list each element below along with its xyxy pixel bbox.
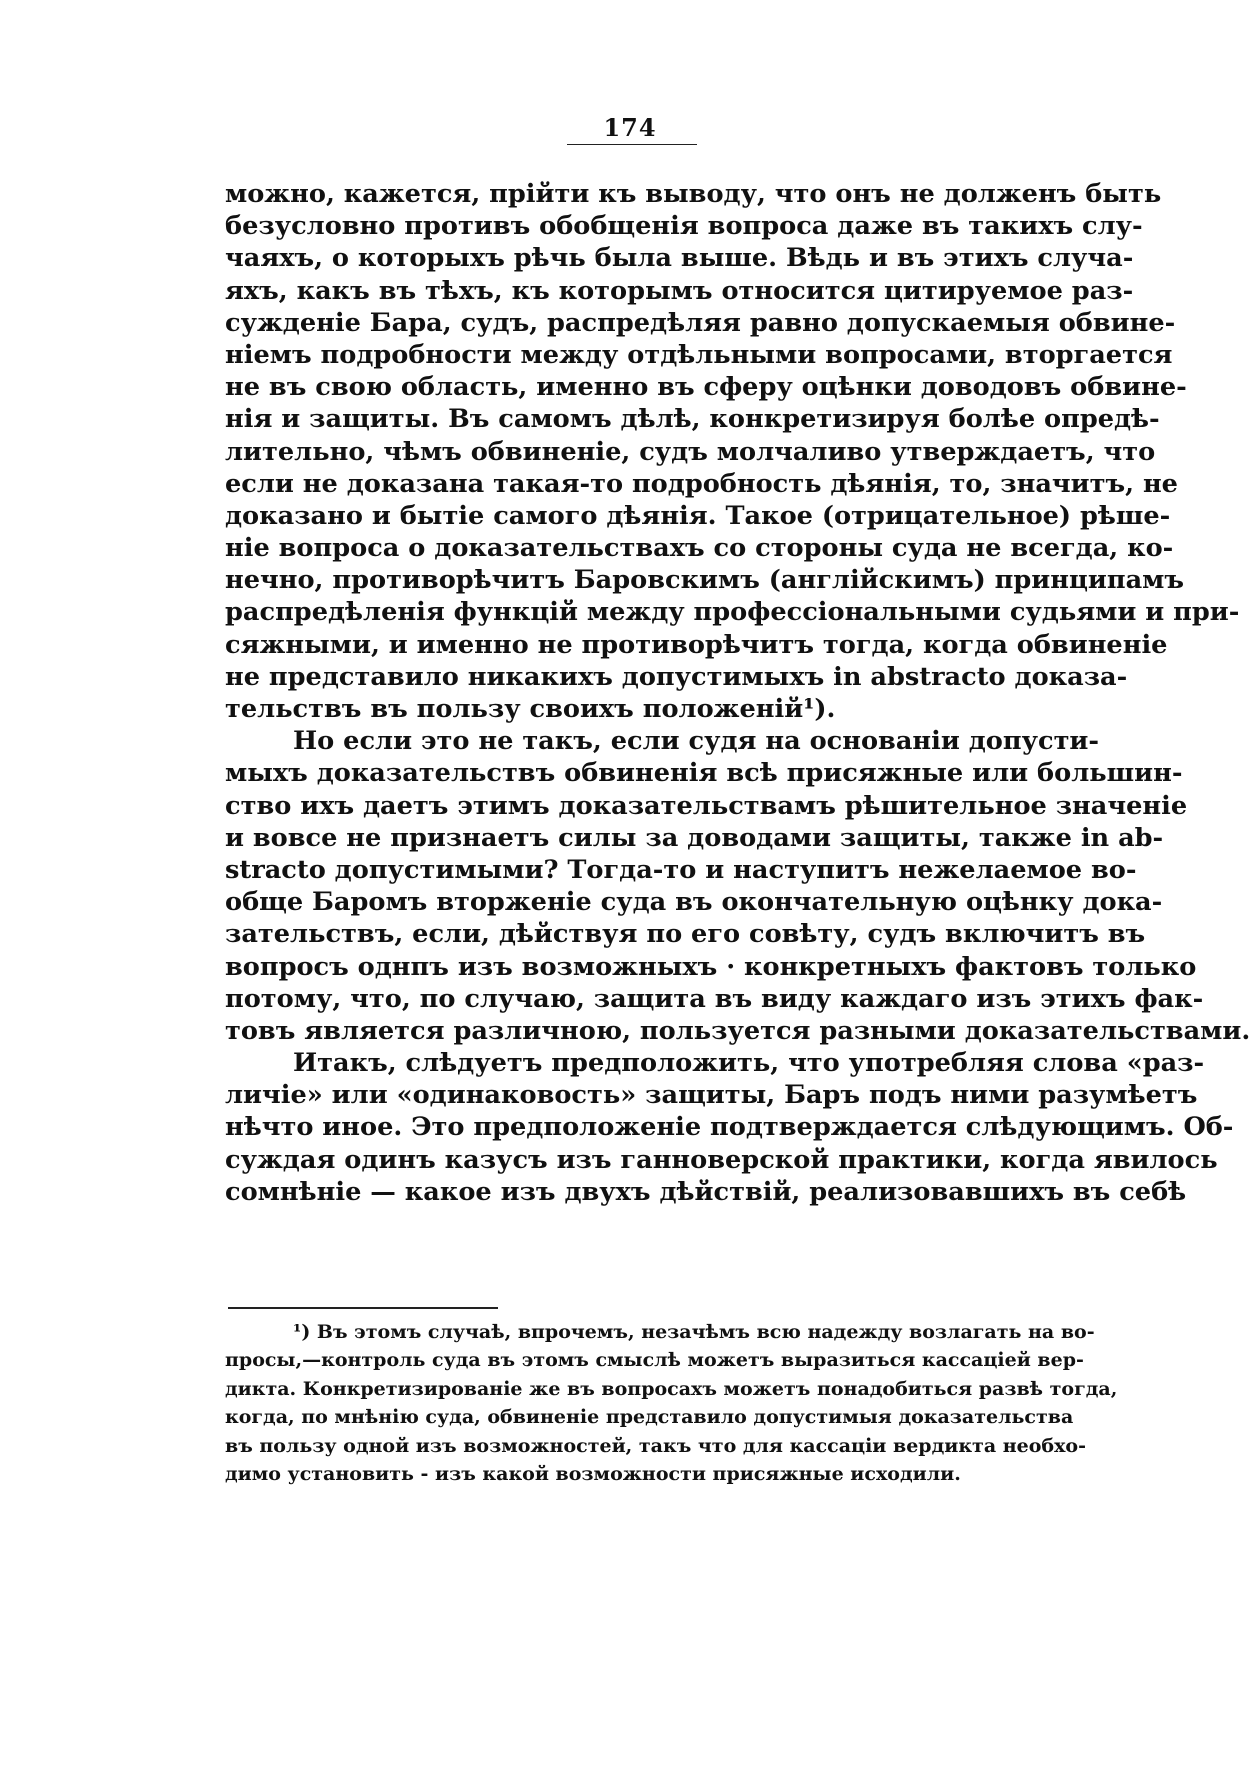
- text-line: сяжными, и именно не противорѣчитъ тогда, когда обвиненіе: [225, 629, 1168, 660]
- paragraph-2: [225, 725, 1250, 1047]
- text-line: сомнѣніе — какое изъ двухъ дѣйствій, реализовавшихъ въ себѣ: [225, 1176, 1187, 1207]
- text-line: не представило никакихъ допустимыхъ in abstracto доказа-: [225, 661, 1128, 692]
- text-line: потому, что, по случаю, защита въ виду каждаго изъ этихъ фак-: [225, 983, 1204, 1014]
- footnote-line: когда, по мнѣнію суда, обвиненіе представило допустимыя доказательства: [225, 1406, 1074, 1429]
- text-line: можно, кажется, прійти къ выводу, что онъ не долженъ быть: [225, 179, 1162, 209]
- paragraph-3: [225, 1047, 1234, 1208]
- text-line: нечно, противорѣчитъ Баровскимъ (англійскимъ) принципамъ: [225, 565, 1185, 596]
- text-line: Итакъ, слѣдуетъ предположить, что употребляя слова «раз-: [293, 1048, 1205, 1079]
- page-number: 174: [603, 113, 657, 142]
- text-line: обще Баромъ вторженіе суда въ окончательную оцѣнку дока-: [225, 887, 1163, 918]
- text-line: нія и защиты. Въ самомъ дѣлѣ, конкретизируя болѣе опредѣ-: [225, 404, 1160, 435]
- text-line: Но если это не такъ, если судя на основаніи допусти-: [293, 726, 1100, 757]
- text-line: личіе» или «одинаковость» защиты, Баръ подъ ними разумѣетъ: [225, 1080, 1198, 1111]
- footnote: [225, 1318, 1118, 1488]
- paragraph-1: [225, 178, 1240, 725]
- text-line: зательствъ, если, дѣйствуя по его совѣту, судъ включитъ въ: [225, 919, 1146, 950]
- footnote-line: димо установить - изъ какой возможности присяжные исходили.: [225, 1462, 961, 1485]
- text-line: товъ является различною, пользуется разными доказательствами.: [225, 1015, 1250, 1046]
- text-line: суждая одинъ казусъ изъ ганноверской практики, когда явилось: [225, 1144, 1218, 1175]
- text-line: ніе вопроса о доказательствахъ со стороны суда не всегда, ко-: [225, 533, 1174, 564]
- footnote-line: ¹) Въ этомъ случаѣ, впрочемъ, незачѣмъ всю надежду возлагать на во-: [293, 1321, 1095, 1343]
- text-line: stracto допустимыми? Тогда-то и наступитъ нежелаемое во-: [225, 854, 1137, 885]
- text-line: вопросъ однпъ изъ возможныхъ · конкретныхъ фактовъ только: [225, 951, 1197, 982]
- text-line: чаяхъ, о которыхъ рѣчь была выше. Вѣдь и въ этихъ случа-: [225, 243, 1134, 274]
- text-line: сужденіе Бара, судъ, распредѣляя равно допускаемыя обвине-: [225, 307, 1176, 338]
- footnote-line: въ пользу одной изъ возможностей, такъ что для кассаціи вердикта необхо-: [225, 1434, 1086, 1457]
- text-line: тельствъ въ пользу своихъ положеній¹).: [225, 694, 836, 724]
- text-line: ніемъ подробности между отдѣльными вопросами, вторгается: [225, 339, 1173, 370]
- text-line: лительно, чѣмъ обвиненіе, судъ молчаливо утверждаетъ, что: [225, 436, 1156, 467]
- text-line: доказано и бытіе самого дѣянія. Такое (отрицательное) рѣше-: [225, 500, 1171, 531]
- text-line: и вовсе не признаетъ силы за доводами защиты, также in ab-: [225, 822, 1164, 853]
- text-line: распредѣленія функцій между профессіональными судьями и при-: [225, 597, 1240, 628]
- page-number-underline: [567, 144, 697, 145]
- text-line: мыхъ доказательствъ обвиненія всѣ присяжные или большин-: [225, 758, 1183, 789]
- text-line: ство ихъ даетъ этимъ доказательствамъ рѣшительное значеніе: [225, 790, 1188, 821]
- text-line: если не доказана такая-то подробность дѣянія, то, значитъ, не: [225, 468, 1178, 499]
- footnote-line: дикта. Конкретизированіе же въ вопросахъ можетъ понадобиться развѣ тогда,: [225, 1377, 1118, 1400]
- footnote-separator: [228, 1307, 498, 1309]
- text-line: яхъ, какъ въ тѣхъ, къ которымъ относится цитируемое раз-: [225, 275, 1134, 306]
- text-line: безусловно противъ обобщенія вопроса даже въ такихъ слу-: [225, 211, 1143, 242]
- text-line: не въ свою область, именно въ сферу оцѣнки доводовъ обвине-: [225, 372, 1187, 403]
- text-line: нѣчто иное. Это предположеніе подтверждается слѣдующимъ. Об-: [225, 1112, 1234, 1143]
- footnote-line: просы,—контроль суда въ этомъ смыслѣ можетъ выразиться кассаціей вер-: [225, 1349, 1084, 1372]
- main-text: [225, 178, 1250, 1208]
